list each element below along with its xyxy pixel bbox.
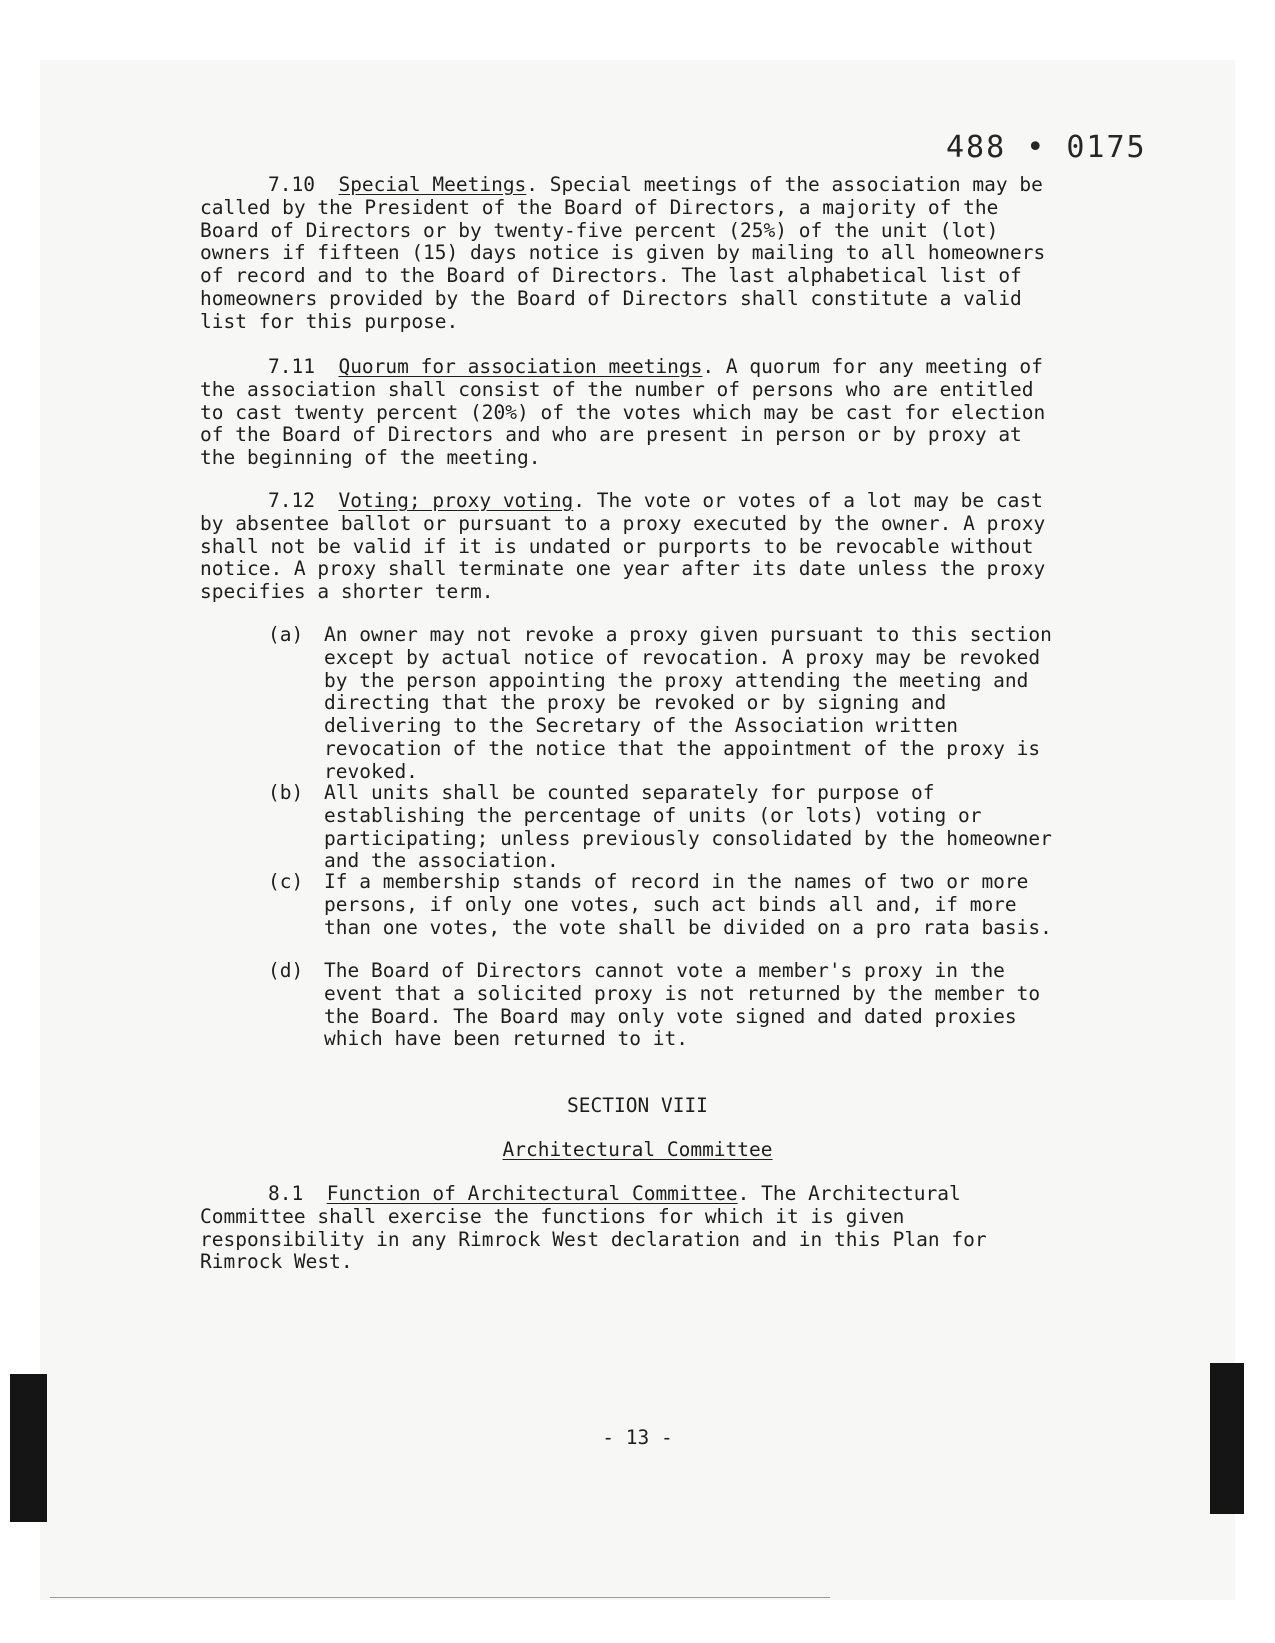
paragraph-number: 7.12: [268, 489, 315, 512]
paragraph-heading: Function of Architectural Committee: [326, 1182, 738, 1205]
paragraph-text: . The vote or votes of a lot may be cast by absentee ballot or pursuant to a proxy executed by the owner. A proxy shall not be valid if it is undated or purports to be revocable without notice. A proxy shall terminate one year after its date unless the proxy specifies a shorter term.: [200, 489, 1046, 604]
subitem-label: (c): [268, 870, 304, 893]
paragraph-number: 7.11: [268, 355, 315, 378]
scan-edge-mark-left: [10, 1374, 47, 1522]
paragraph-text: . Special meetings of the association may be called by the President of the Board of Directors, a majority of the Board of Directors or by twenty-five percent (25%) of the unit (lot) owners if fifteen (15) days notice is given by mailing to all homeowners of record and to the Board of Directors. The last alphabetical list of homeowners provided by the Board of Directors shall constitute a valid list for this purpose.: [200, 173, 1046, 333]
subitem-d: [268, 960, 1068, 1051]
paragraph-heading: Voting; proxy voting: [338, 489, 574, 512]
subitem-a: [268, 624, 1068, 784]
subitem-label: (b): [268, 781, 304, 804]
paragraph-number: 8.1: [268, 1182, 304, 1205]
book-page-stamp: 488 • 0175: [946, 130, 1147, 165]
subitem-text: The Board of Directors cannot vote a member's proxy in the event that a solicited proxy is not returned by the member to the Board. The Board may only vote signed and dated proxies which have been returned to it.: [324, 959, 1041, 1051]
paragraph-7-10: [200, 174, 1060, 334]
page-number: - 13 -: [602, 1426, 673, 1449]
subitem-text: All units shall be counted separately for purpose of establishing the percentage of units (or lots) voting or participating; unless previously consolidated by the homeowner and the association.: [324, 781, 1052, 873]
subitem-text: An owner may not revoke a proxy given pursuant to this section except by actual notice of revocation. A proxy may be revoked by the person appointing the proxy attending the meeting and directing that the proxy be revoked or by signing and delivering to the Secretary of the Association written revocation of the notice that the appointment of the proxy is revoked.: [324, 623, 1052, 783]
paragraph-number: 7.10: [268, 173, 315, 196]
subitem-text: If a membership stands of record in the names of two or more persons, if only one votes, such act binds all and, if more than one votes, the vote shall be divided on a pro rata basis.: [324, 870, 1052, 939]
section-title: SECTION VIII: [567, 1094, 708, 1117]
paragraph-7-11: [200, 356, 1060, 470]
scan-bottom-line: [50, 1597, 830, 1598]
paragraph-text: . The Architectural Committee shall exercise the functions for which it is given responsibility in any Rimrock West declaration and in this Plan for Rimrock West.: [200, 1182, 987, 1274]
paragraph-8-1: [200, 1183, 1060, 1274]
scan-edge-mark-right: [1210, 1363, 1244, 1514]
subitem-label: (d): [268, 959, 304, 982]
subitem-b: [268, 782, 1068, 873]
paragraph-heading: Quorum for association meetings: [338, 355, 703, 378]
subitem-label: (a): [268, 623, 304, 646]
subitem-c: [268, 871, 1068, 939]
paragraph-text: . A quorum for any meeting of the association shall consist of the number of persons who are entitled to cast twenty percent (20%) of the votes which may be cast for election of the Board of Directors and who are present in person or by proxy at the beginning of the meeting.: [200, 355, 1046, 470]
section-subtitle: Architectural Committee: [502, 1138, 773, 1161]
paragraph-7-12: [200, 490, 1060, 604]
paragraph-heading: Special Meetings: [338, 173, 527, 196]
